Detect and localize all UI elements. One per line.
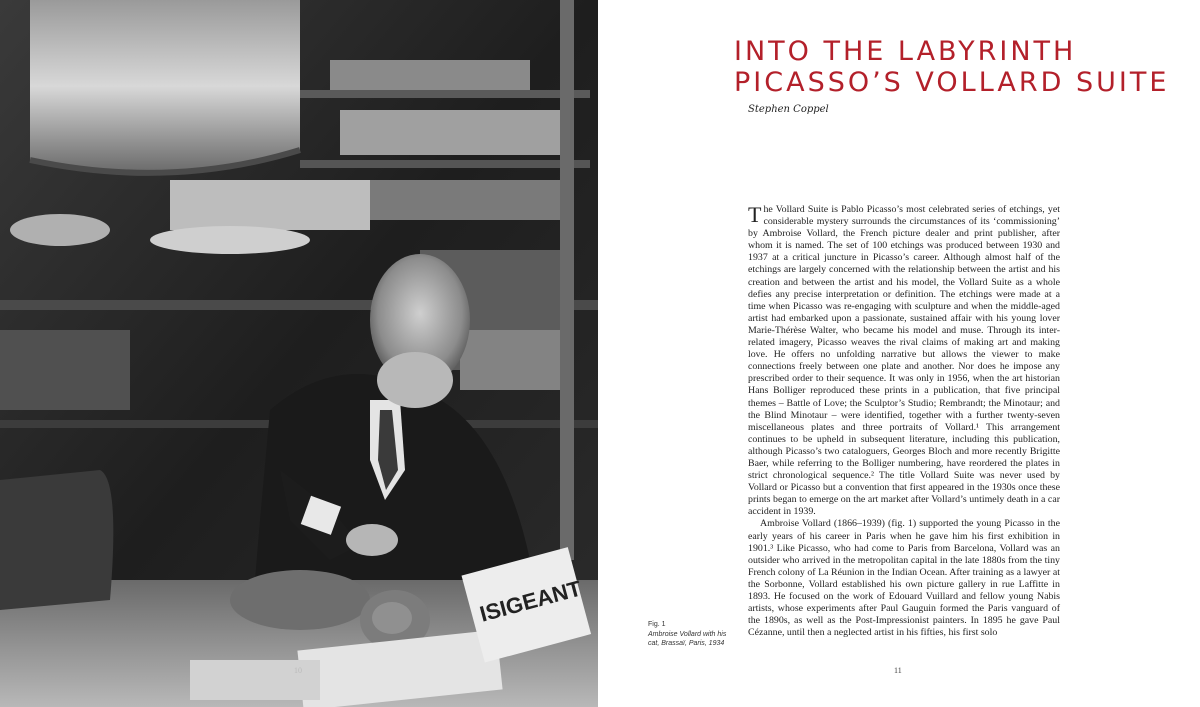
author-name: Stephen Coppel bbox=[748, 104, 829, 115]
paragraph-1 bbox=[748, 204, 1060, 518]
title-line-2: PICASSO’S VOLLARD SUITE bbox=[734, 67, 1170, 98]
body-text bbox=[748, 204, 1060, 639]
figure-caption-text: Ambroise Vollard with his cat, Brassaï, Paris, 1934 bbox=[648, 631, 727, 647]
newspaper-headline: ISIGEANT bbox=[477, 575, 584, 627]
page-number-right: 11 bbox=[894, 666, 902, 675]
title-line-1: INTO THE LABYRINTH bbox=[734, 36, 1077, 67]
paragraph-2: Ambroise Vollard (1866–1939) (fig. 1) supported the young Picasso in the early years of his career in Paris when he gave him his first exhibition in 1901.³ Like Picasso, who had come to Paris from Barcelona, Vollard was an outsider who arrived in the metropolitan capital in the late 1880s from the tiny French colony of La Réunion in the Indian Ocean. After training as a lawyer at the Sorbonne, Vollard established his own picture gallery in rue Laffitte in 1893. He focused on the work of Edouard Vuillard and fellow young Nabis artists, whose experiments after Paul Gauguin formed the Paris vanguard of the 1890s, as well as the Post-Impressionist painters. In 1895 he gave Paul Cézanne, until then a neglected artist in his fifties, his first solo bbox=[748, 518, 1060, 639]
drop-cap: T bbox=[748, 202, 762, 227]
photograph-vollard-with-cat bbox=[0, 0, 598, 707]
page-number-left: 10 bbox=[294, 666, 302, 675]
figure-caption bbox=[648, 620, 728, 648]
figure-number: Fig. 1 bbox=[648, 621, 666, 628]
chapter-title bbox=[734, 36, 1169, 98]
paragraph-1-text: he Vollard Suite is Pablo Picasso’s most celebrated series of etchings, yet considerable mystery surrounds the circumstances of its ‘commissioning’ by Ambroise Vollard, the French picture dealer and print publisher, after whom it is named. The set of 100 etchings was produced between 1930 and 1937 at a critical juncture in Picasso’s career. Although almost half of the etchings are largely concerned with the relationship between the artist and his creation and between the artist and his model, the Vollard Suite as a whole defies any precise interpretation or definition. The etchings were made at a time when Picasso was re-engaging with sculpture and when the middle-aged artist had embarked upon a passionate, sustained affair with his young lover Marie-Thérèse Walter, who became his model and muse. Through its inter-related imagery, Picasso weaves the rival claims of making art and making love. He offers no unfolding narrative but allows the viewer to make connections freely between one plate and another. Nor does he impose any prescribed order to their sequence. It was only in 1956, when the art historian Hans Bolliger reproduced these prints in a publication, that five principal themes – Battle of Love; the Sculptor’s Studio; Rembrandt; the Minotaur; and the Blind Minotaur – were identified, together with a further twenty-seven miscellaneous plates and three portraits of Vollard.¹ This arrangement continues to be upheld in subsequent literature, including this publication, although Picasso’s two cataloguers, Georges Bloch and more recently Brigitte Baer, while referring to the Bolliger numbering, have reordered the plates in strict chronological sequence.² The title Vollard Suite was never used by Vollard or Picasso but a convention that first appeared in the 1930s once these prints began to emerge on the art market after Vollard’s untimely death in a car accident in 1939. bbox=[748, 204, 1060, 518]
